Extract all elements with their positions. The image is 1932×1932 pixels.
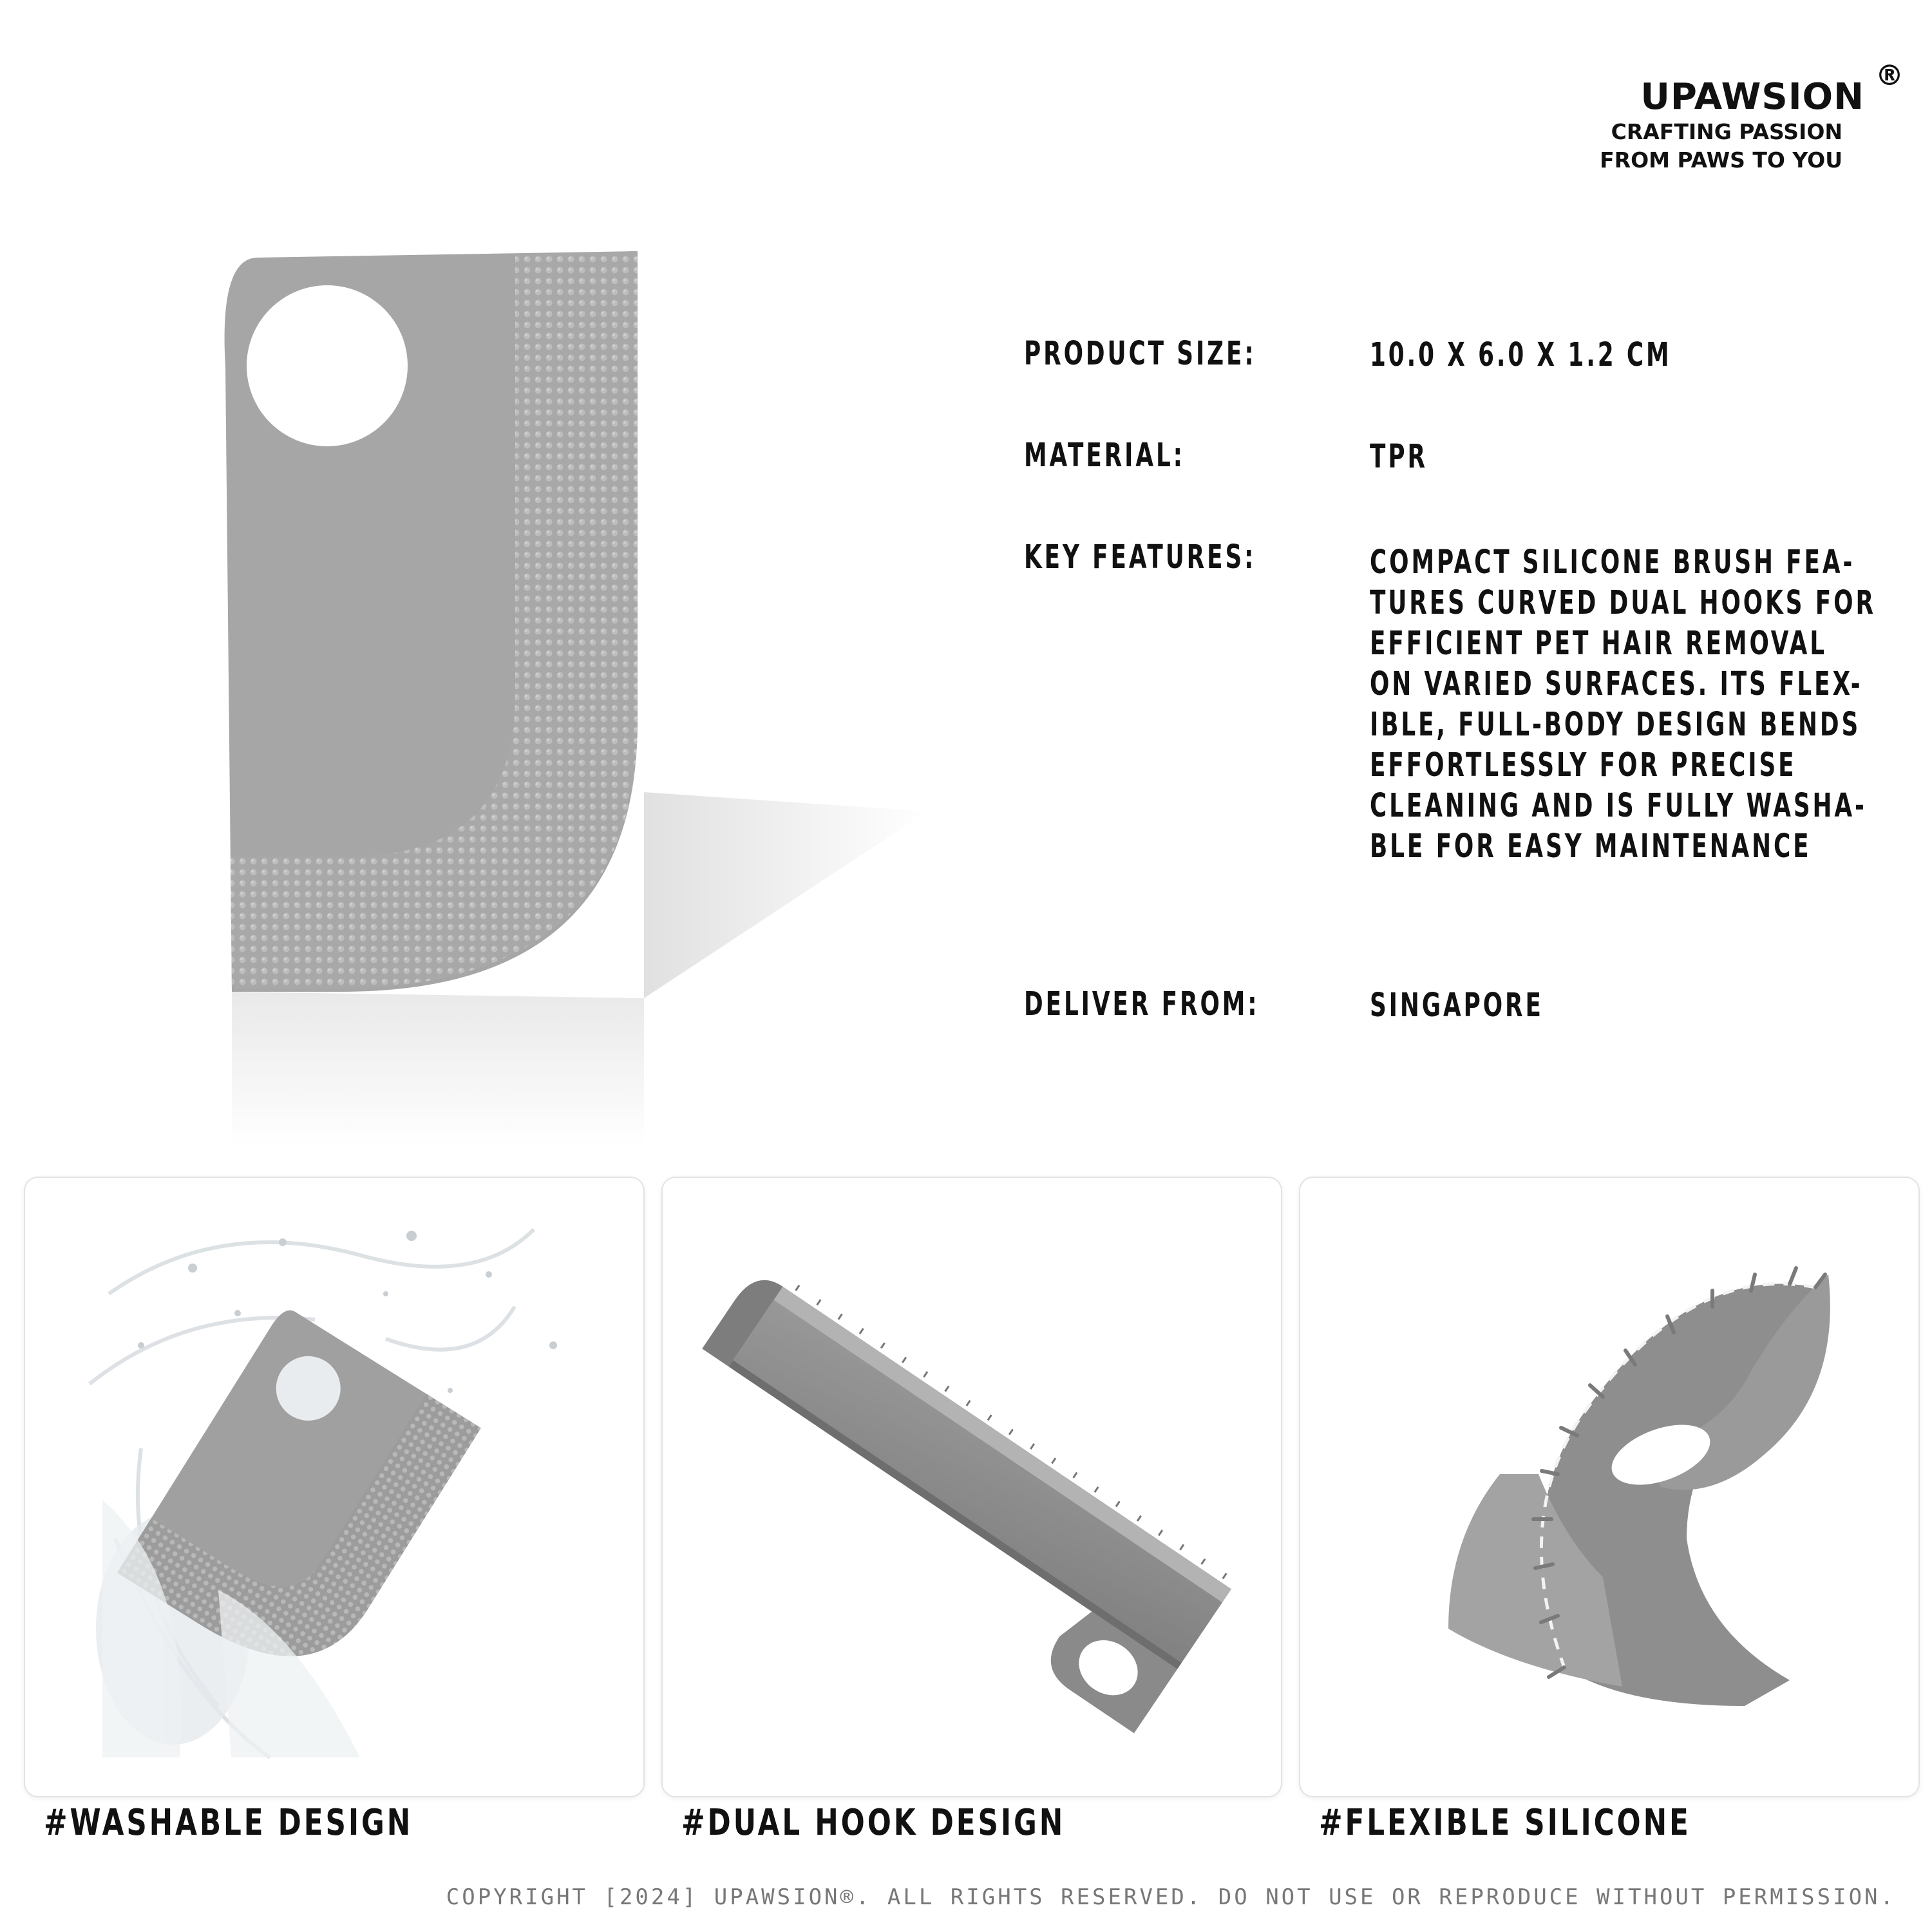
spec-label: PRODUCT SIZE: <box>1024 335 1256 373</box>
caption-flexible: #FLEXIBLE SILICONE <box>1319 1802 1691 1844</box>
spec-value: SINGAPORE <box>1370 987 1544 1025</box>
copyright-notice: COPYRIGHT [2024] UPAWSION®. ALL RIGHTS RESERVED. DO NOT USE OR REPRODUCE WITHOUT PERMISSION. <box>446 1884 1896 1910</box>
washable-image <box>25 1178 643 1796</box>
brand-tagline: CRAFTING PASSION FROM PAWS TO YOU <box>1600 119 1842 173</box>
dual-hook-image <box>663 1178 1281 1796</box>
spec-label: MATERIAL: <box>1024 437 1185 475</box>
spec-label: KEY FEATURES: <box>1024 538 1256 576</box>
brand-name: UPAWSION ® <box>1640 59 1904 118</box>
spec-value: COMPACT SILICONE BRUSH FEA- TURES CURVED DUAL HOOKS FOR EFFICIENT PET HAIR REMOVAL ON VARIED SURFACES. ITS FLEX- IBLE, FULL-BODY DESIGN BENDS EFFORTLESSLY FOR PRECISE CLEANING AND IS FULLY WASHA- BLE FOR EASY MAINTENANCE <box>1370 544 1876 866</box>
feature-card-dual-hook <box>661 1177 1282 1797</box>
spec-label: DELIVER FROM: <box>1024 985 1260 1023</box>
hero-product-image <box>193 232 966 1166</box>
registered-mark: ® <box>1875 59 1904 92</box>
flexible-silicone-image <box>1300 1178 1918 1796</box>
caption-washable: #WASHABLE DESIGN <box>44 1802 413 1844</box>
feature-card-flexible <box>1299 1177 1920 1797</box>
spec-value: 10.0 X 6.0 X 1.2 CM <box>1370 336 1672 374</box>
caption-dual-hook: #DUAL HOOK DESIGN <box>681 1802 1066 1844</box>
spec-value: TPR <box>1370 438 1428 476</box>
feature-card-washable <box>24 1177 645 1797</box>
brand-logo <box>1600 59 1904 175</box>
